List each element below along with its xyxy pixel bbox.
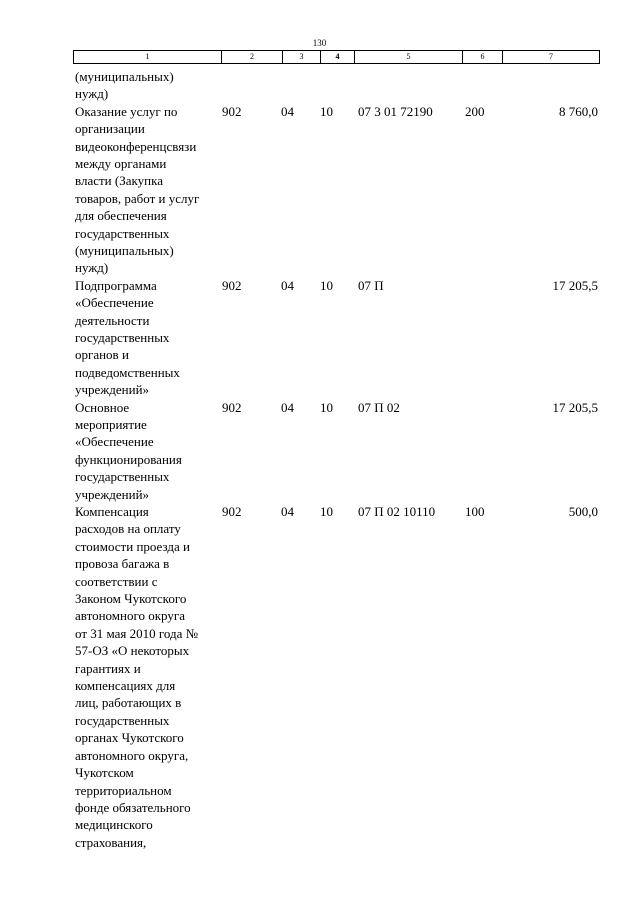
row-name-line: функционирования: [75, 451, 182, 467]
column-header-6: 6: [463, 51, 503, 63]
row-name-line: территориальном: [75, 782, 172, 798]
row-name-line: Основное: [75, 399, 130, 415]
row-name-line: Оказание услуг по: [75, 103, 178, 119]
code-expense-type: 100: [465, 504, 485, 519]
row-name-line: автономного округа,: [75, 747, 189, 763]
row-name-line: 57-ОЗ «О некоторых: [75, 643, 190, 659]
code-grbs: 902: [222, 504, 242, 519]
row-name-line: государственных: [75, 712, 170, 728]
column-header-5: 5: [355, 51, 463, 63]
row-name-line: учреждений»: [75, 486, 150, 502]
code-subsection: 10: [320, 504, 333, 519]
row-name-line: провоза багажа в: [75, 556, 170, 572]
row-name-line: нужд): [75, 260, 109, 276]
code-target-article: 07 П 02: [358, 399, 400, 415]
row-name: [75, 277, 225, 399]
column-header-3: 3: [283, 51, 321, 63]
code-target-article: 07 3 01 72190: [358, 103, 433, 119]
amount: 17 205,5: [552, 399, 598, 415]
page-number: 130: [312, 38, 327, 48]
row-name: [75, 503, 225, 851]
row-name-line: государственных: [75, 330, 170, 346]
row-name-line: гарантиях и: [75, 660, 141, 676]
row-name-line: видеоконференцсвязи: [75, 138, 197, 154]
table-header: [73, 50, 600, 64]
row-name: [75, 103, 225, 277]
row-name-line: компенсациях для: [75, 678, 176, 694]
row-name: [75, 68, 225, 103]
row-name-line: органах Чукотского: [75, 730, 184, 746]
row-name-line: (муниципальных): [75, 243, 174, 259]
code-target-article: 07 П: [358, 277, 384, 293]
row-name-line: Чукотском: [75, 765, 134, 781]
row-name-line: товаров, работ и услуг: [75, 190, 200, 206]
code-subsection: 10: [320, 277, 333, 293]
row-name-line: Компенсация: [75, 504, 149, 519]
row-name-line: (муниципальных): [75, 69, 174, 84]
row-name-line: стоимости проезда и: [75, 538, 190, 554]
amount: 17 205,5: [552, 277, 598, 293]
row-name-line: Подпрограмма: [75, 277, 157, 293]
column-header-1: 1: [74, 51, 222, 63]
code-subsection: 10: [320, 399, 333, 415]
row-name-line: нужд): [75, 86, 109, 102]
row-name-line: мероприятие: [75, 417, 147, 432]
row-name-line: государственных: [75, 225, 170, 241]
row-name-line: Законом Чукотского: [75, 591, 187, 607]
row-name-line: учреждений»: [75, 382, 150, 398]
column-header-2: 2: [222, 51, 283, 63]
code-grbs: 902: [222, 103, 242, 119]
row-name-line: медицинского: [75, 817, 153, 833]
row-name-line: организации: [75, 121, 145, 137]
row-name-line: от 31 мая 2010 года №: [75, 625, 199, 641]
row-name-line: «Обеспечение: [75, 434, 154, 450]
amount: 500,0: [568, 504, 598, 519]
row-name-line: лиц, работающих в: [75, 695, 182, 711]
amount: 8 760,0: [559, 103, 598, 119]
row-name-line: власти (Закупка: [75, 173, 163, 189]
code-section: 04: [281, 103, 294, 119]
row-name-line: расходов на оплату: [75, 521, 181, 537]
row-name-line: подведомственных: [75, 364, 180, 380]
column-header-4: 4: [321, 51, 355, 63]
code-grbs: 902: [222, 399, 242, 415]
row-name-line: государственных: [75, 469, 170, 485]
code-grbs: 902: [222, 277, 242, 293]
code-expense-type: 200: [465, 103, 485, 119]
code-target-article: 07 П 02 10110: [358, 504, 436, 519]
row-name: [75, 399, 225, 503]
code-subsection: 10: [320, 103, 333, 119]
row-name-line: органов и: [75, 347, 129, 363]
row-name-line: «Обеспечение: [75, 295, 154, 311]
row-name-line: деятельности: [75, 312, 150, 328]
code-section: 04: [281, 399, 294, 415]
code-section: 04: [281, 277, 294, 293]
row-name-line: фонде обязательного: [75, 799, 191, 815]
row-name-line: автономного округа: [75, 608, 185, 624]
row-name-line: соответствии с: [75, 573, 158, 589]
code-section: 04: [281, 504, 294, 519]
row-name-line: для обеспечения: [75, 208, 167, 224]
row-name-line: страхования,: [75, 834, 147, 850]
row-name-line: между органами: [75, 156, 167, 172]
column-header-7: 7: [549, 52, 553, 61]
